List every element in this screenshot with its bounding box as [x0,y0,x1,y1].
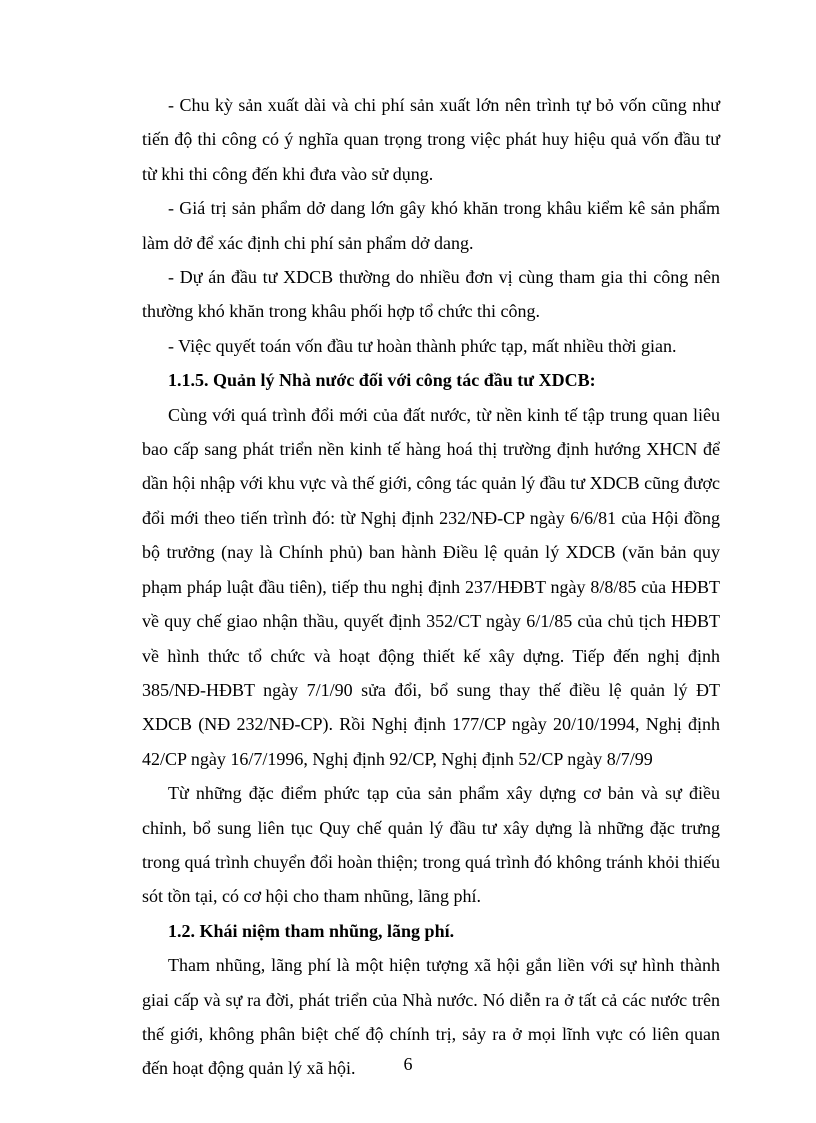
paragraph-multiple-units: - Dự án đầu tư XDCB thường do nhiều đơn vị cùng tham gia thi công nên thường khó khăn trong khâu phối hợp tổ chức thi công. [142,267,720,322]
paragraph-state-management: Cùng với quá trình đổi mới của đất nước, từ nền kinh tế tập trung quan liêu bao cấp sang phát triển nền kinh tế hàng hoá thị trường định hướng XHCN để dần hội nhập với khu vực và thế giới, công tác quản lý đầu tư XDCB cũng được đổi mới theo tiến trình đó: từ Nghị định 232/NĐ-CP ngày 6/6/81 của Hội đồng bộ trưởng (nay là Chính phủ) ban hành Điều lệ quản lý XDCB (văn bản quy phạm pháp luật đầu tiên), tiếp thu nghị định 237/HĐBT ngày 8/8/85 của HĐBT về quy chế giao nhận thầu, quyết định 352/CT ngày 6/1/85 của chủ tịch HĐBT về hình thức tổ chức và hoạt động thiết kế xây dựng. Tiếp đến nghị định 385/NĐ-HĐBT ngày 7/1/90 sửa đổi, bổ sung thay thế điều lệ quản lý ĐT XDCB (NĐ 232/NĐ-CP). Rồi Nghị định 177/CP ngày 20/10/1994, Nghị định 42/CP ngày 16/7/1996, Nghị định 92/CP, Nghị định 52/CP ngày 8/7/99 [142,404,720,769]
paragraph-complex-characteristics: Từ những đặc điểm phức tạp của sản phẩm xây dựng cơ bản và sự điều chỉnh, bổ sung liên tục Quy chế quản lý đầu tư xây dựng là những đặc trưng trong quá trình chuyển đổi hoàn thiện; trong quá trình đó không tránh khỏi thiếu sót tồn tại, có cơ hội cho tham nhũng, lãng phí. [142,783,720,907]
section-heading-1-1-5: 1.1.5. Quản lý Nhà nước đối với công tác đầu tư XDCB: [168,370,596,391]
paragraph-corruption-definition: Tham nhũng, lãng phí là một hiện tượng xã hội gắn liền với sự hình thành giai cấp và sự ra đời, phát triển của Nhà nước. Nó diễn ra ở tất cả các nước trên thế giới, không phân biệt chế độ chính trị, sảy ra ở mọi lĩnh vực có liên quan đến hoạt động quản lý xã hội. [142,955,720,1079]
paragraph-production-cycle: - Chu kỳ sản xuất dài và chi phí sản xuất lớn nên trình tự bỏ vốn cũng như tiến độ thi công có ý nghĩa quan trọng trong việc phát huy hiệu quả vốn đầu tư từ khi thi công đến khi đưa vào sử dụng. [142,95,720,184]
section-heading-1-2: 1.2. Khái niệm tham nhũng, lãng phí. [168,920,455,941]
page-number: 6 [403,1054,413,1074]
paragraph-settlement: - Việc quyết toán vốn đầu tư hoàn thành phức tạp, mất nhiều thời gian. [168,335,677,356]
page-content [142,88,720,1086]
paragraph-work-in-progress: - Giá trị sản phẩm dở dang lớn gây khó khăn trong khâu kiểm kê sản phẩm làm dở để xác định chi phí sản phẩm dở dang. [142,198,720,253]
